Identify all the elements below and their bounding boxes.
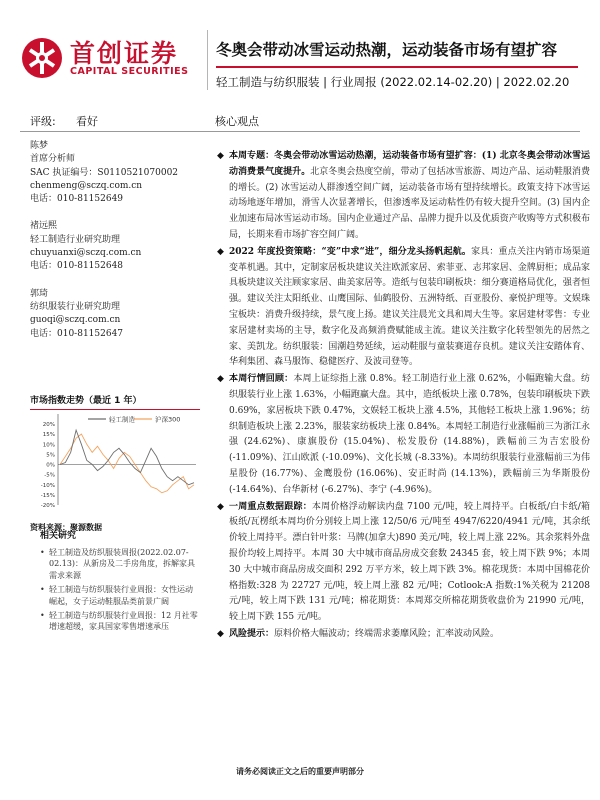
rating-row bbox=[20, 110, 580, 132]
rating-label: 评级: bbox=[30, 115, 56, 128]
disclaimer-footer: 请务必阅读正文之后的重要声明部分 bbox=[236, 766, 364, 776]
legend-label-1: 沪深300 bbox=[155, 415, 181, 424]
report-header bbox=[0, 0, 600, 100]
analyst-email[interactable]: guoqi@sczq.com.cn bbox=[30, 315, 121, 326]
title-rule bbox=[216, 66, 578, 68]
y-tick-label: -10% bbox=[40, 482, 55, 489]
core-view-body bbox=[215, 149, 590, 644]
paragraph-body: 本周价格浮动解读内盘 7100 元/吨，较上周持平。白板纸/白卡纸/箱板纸/瓦楞纸本周均价分别较上周上涨 12/50/6 元/吨至 4947/6220/4941 元/吨，其余纸价较上周持平。漂白针叶浆：马牌(加拿大)890 美元/吨，较上周上涨 22%。其余浆料外盘报价均较上周持平。本周 30 大中城市商品房成交套数 24345 套，较上周下跌 9%；本周 30 大中城市商品房成交面积 292 万平方米，较上周下跌 3%。棉花现货：本周中国棉花价格指数:328 为 22727 元/吨，较上周上涨 82 元/吨；Cotlook:A 指数:1%关税为 21208 元/吨，较上周下跌 131 元/吨；棉花期货：本周郑交所棉花期货收盘价为 21990 元/吨，较上周下跌 155 元/吨。 bbox=[229, 501, 590, 623]
paragraph-lead: 本周行情回顾： bbox=[229, 374, 294, 385]
paragraph-risk bbox=[215, 627, 590, 643]
related-item[interactable]: • 轻工制造与纺织服装行业周报：女性运动崛起，女子运动鞋服品类前景广阔 bbox=[40, 584, 200, 607]
y-tick-label: -15% bbox=[40, 492, 55, 499]
paragraph-weekly-topic bbox=[215, 149, 590, 244]
diamond-bullet-icon: ◆ bbox=[217, 628, 224, 639]
chart-legend bbox=[88, 415, 180, 424]
analyst-card bbox=[30, 220, 200, 273]
paragraph-data-tracking bbox=[215, 500, 590, 626]
paragraph-annual-strategy bbox=[215, 245, 590, 371]
analyst-cert: SAC 执证编号：S0110521070002 bbox=[30, 167, 179, 178]
diamond-bullet-icon: ◆ bbox=[217, 501, 224, 512]
diamond-bullet-icon: ◆ bbox=[217, 374, 224, 385]
related-title: 相关研究 bbox=[40, 531, 77, 541]
analyst-title: 轻工制造行业研究助理 bbox=[30, 234, 121, 245]
series-line-0 bbox=[60, 434, 194, 493]
related-item[interactable]: • 轻工制造及纺织服装周报(2022.02.07-02.13)：从新房及二手房角度，拆解家具需求来源 bbox=[40, 547, 200, 581]
chart-source: 资料来源：聚源数据 bbox=[30, 522, 102, 532]
company-logo bbox=[20, 32, 200, 86]
analyst-column bbox=[30, 140, 200, 355]
header-divider bbox=[207, 30, 208, 90]
y-tick-label: -20% bbox=[40, 503, 55, 509]
analyst-phone: 电话：010-81152648 bbox=[30, 261, 124, 272]
y-tick-label: 15% bbox=[42, 432, 55, 439]
analyst-name: 陈梦 bbox=[30, 141, 49, 151]
chart-title: 市场指数走势（最近 1 年） bbox=[30, 396, 142, 406]
paragraph-lead: 风险提示： bbox=[229, 628, 275, 639]
market-index-chart bbox=[30, 393, 200, 533]
y-tick-label: 20% bbox=[42, 422, 55, 428]
analyst-card bbox=[30, 288, 200, 341]
paragraph-body: 本周上证综指上涨 0.8%。轻工制造行业上涨 0.62%，小幅跑输大盘。纺织服装行业上涨 1.63%，小幅跑赢大盘。其中，造纸板块上涨 0.78%，包装印刷板块下跌 0.69%，家居板块下跌 0.47%，文娱轻工板块上涨 4.5%，其他轻工板块上涨 1.96%；纺织制造板块上涨 2.23%，服装家纺板块上涨 0.84%。本周轻工制造行业涨幅前三为浙江永强 (24.62%)、康旗股份 (15.04%)、松发股份 (14.88%)，跌幅前三为吉宏股份 (-11.09%)、江山欧派 (-10.09%)、文化长城 (-8.33%)。本周纺织服装行业涨幅前三为伟星股份 (16.77%)、金鹰股份 (16.06%)、安正时尚 (14.13%)，跌幅前三为华斯股份 (-14.64%)、台华新材 (-6.27%)、李宁 (-4.96%)。 bbox=[229, 374, 590, 495]
y-tick-label: 10% bbox=[42, 442, 55, 449]
rating-value: 看好 bbox=[76, 115, 98, 128]
analyst-phone: 电话：010-81152647 bbox=[30, 328, 124, 339]
logo-text-cn: 首创证券 bbox=[70, 39, 179, 68]
paragraph-body: 北京冬奥会热度空前，带动了包括冰雪旅游、周边产品、运动鞋服消费的增长。(2) 冰雪运动人群渗透空间广阔，运动装备市场有望持续增长。政策支持下冰雪运动场地逐年增加，滑雪人次显著增长，但渗透率及运动粘性仍有较大提升空间。(3) 国内企业加速布局冰雪运动市场。国内企业通过产品、品牌力提升以及优质资产收购等方式积极布局，长期来看市场扩容空间广阔。 bbox=[229, 166, 590, 240]
y-tick-label: 5% bbox=[46, 452, 55, 459]
legend-label-0: 轻工制造 bbox=[109, 415, 135, 424]
analyst-name: 褚远熙 bbox=[30, 221, 58, 232]
diamond-bullet-icon: ◆ bbox=[217, 151, 224, 161]
analyst-name: 郭琦 bbox=[30, 288, 49, 299]
analyst-title: 纺织服装行业研究助理 bbox=[30, 301, 121, 312]
paragraph-market-review bbox=[215, 372, 590, 498]
core-view-heading: 核心观点 bbox=[215, 115, 259, 128]
report-subtitle: 轻工制造与纺织服装 | 行业周报 (2022.02.14-02.20) | 2022.02.20 bbox=[216, 75, 570, 89]
paragraph-lead: 一周重点数据跟踪： bbox=[229, 501, 312, 512]
report-title: 冬奥会带动冰雪运动热潮，运动装备市场有望扩容 bbox=[216, 41, 558, 59]
related-research bbox=[40, 528, 200, 636]
chart-plot bbox=[30, 410, 200, 515]
analyst-email[interactable]: chenmeng@sczq.com.cn bbox=[30, 180, 143, 191]
diamond-bullet-icon: ◆ bbox=[217, 246, 224, 257]
logo-text-en: CAPITAL SECURITIES bbox=[70, 66, 189, 77]
paragraph-body: 原料价格大幅波动；终端需求萎靡风险；汇率波动风险。 bbox=[274, 628, 500, 639]
paragraph-lead: 本周专题：冬奥会带动冰雪运动热潮，运动装备市场有望扩容：(1) 北京冬奥会带动冰雪运动消费景气度提升。 bbox=[229, 151, 590, 177]
analyst-title: 首席分析师 bbox=[30, 154, 76, 165]
logo-mark-icon bbox=[20, 36, 64, 80]
y-tick-label: 0% bbox=[46, 462, 55, 469]
analyst-phone: 电话：010-81152649 bbox=[30, 194, 124, 205]
y-tick-label: -5% bbox=[44, 472, 55, 479]
paragraph-body: 家具：重点关注内销市场渠道变革机遇。其中，定制家居板块建议关注欧派家居、索菲亚、志邦家居、金牌厨柜；成品家具板块建议关注顾家家居、曲美家居等。造纸与包装印刷板块：细分赛道格局优化，强者恒强。建议关注太阳纸业、山鹰国际、仙鹤股份、五洲特纸、百亚股份、豪悦护理等。文娱珠宝板块：消费升级持续，景气度上扬。建议关注晨光文具和周大生等。家居建材零售：专业家居建材卖场的主导，数字化及高频消费赋能成主流。建议关注数字化转型领先的居然之家、美凯龙。纺织服装：国潮趋势延续，运动鞋服与童装赛道存良机。建议关注安踏体育、华利集团、森马服饰、稳健医疗、及波司登等。 bbox=[229, 246, 590, 368]
paragraph-lead: 2022 年度投资策略：“变”中求“进”，细分龙头扬帆起航。 bbox=[229, 246, 472, 257]
related-item[interactable]: • 轻工制造与纺织服装行业周报：12 月社零增速超缓，家具国家零售增速承压 bbox=[40, 610, 200, 633]
analyst-card bbox=[30, 140, 200, 206]
analyst-email[interactable]: chuyuanxi@sczq.com.cn bbox=[30, 248, 142, 259]
series-line-1 bbox=[60, 430, 194, 485]
